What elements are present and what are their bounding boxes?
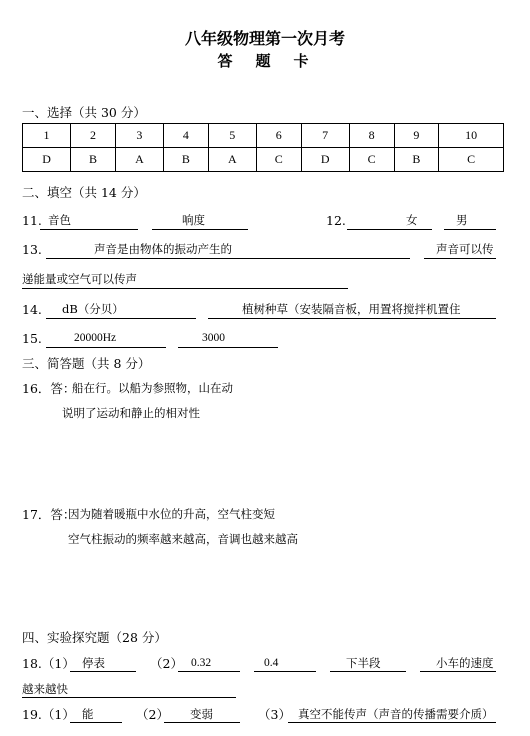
q11-answer-b: 响度 <box>182 213 205 227</box>
table-cell: 2 <box>71 124 116 148</box>
answer-underline <box>330 671 406 672</box>
q18-number: 18.（1） <box>22 656 75 671</box>
q11-number: 11. <box>22 213 42 228</box>
answer-underline <box>164 722 240 723</box>
q18-answer-d: 下半段 <box>346 656 381 670</box>
page-subtitle: 答 题 卡 <box>217 52 313 70</box>
q18-part2: （2） <box>150 656 183 671</box>
answer-underline <box>40 229 138 230</box>
answer-underline <box>208 318 496 319</box>
q12-number: 12. <box>326 213 346 228</box>
table-cell: C <box>349 148 394 172</box>
q18-answer-b: 0.32 <box>191 657 212 669</box>
answer-underline <box>46 318 196 319</box>
table-cell: C <box>439 148 504 172</box>
section2-heading: 二、填空（共 14 分） <box>22 185 146 200</box>
answer-underline <box>70 722 122 723</box>
q19-number: 19.（1） <box>22 707 75 722</box>
q19-answer-b: 变弱 <box>190 707 213 721</box>
answer-underline <box>420 671 496 672</box>
answer-underline <box>178 347 278 348</box>
answer-underline <box>178 671 240 672</box>
table-row-answers <box>23 148 504 172</box>
table-cell: 9 <box>394 124 439 148</box>
answer-underline <box>152 229 248 230</box>
q13-answer-c: 递能量或空气可以传声 <box>22 272 137 286</box>
table-cell: 4 <box>163 124 208 148</box>
table-cell: D <box>301 148 349 172</box>
q17-line1: 因为随着暖瓶中水位的升高，空气柱变短 <box>68 507 275 521</box>
table-row-numbers <box>23 124 504 148</box>
q12-answer-b: 男 <box>456 213 468 227</box>
table-cell: B <box>71 148 116 172</box>
table-cell: 1 <box>23 124 71 148</box>
q16-line1: 船在行。以船为参照物，山在动 <box>72 381 233 395</box>
table-cell: 8 <box>349 124 394 148</box>
q14-number: 14. <box>22 302 42 317</box>
answer-underline <box>444 229 496 230</box>
section4-heading: 四、实验探究题（28 分） <box>22 630 167 645</box>
q13-answer-a: 声音是由物体的振动产生的 <box>94 242 232 256</box>
q15-number: 15. <box>22 331 42 346</box>
table-cell: B <box>163 148 208 172</box>
answer-underline <box>424 258 496 259</box>
answer-underline <box>22 697 236 698</box>
q17-label: 17．答： <box>22 507 76 522</box>
q18-answer-c: 0.4 <box>264 657 279 669</box>
answer-underline <box>288 722 496 723</box>
q19-part2: （2） <box>136 707 169 722</box>
answer-underline <box>254 671 316 672</box>
section1-heading: 一、选择（共 30 分） <box>22 105 146 120</box>
q12-answer-a: 女 <box>406 213 418 227</box>
q18-answer-a: 停表 <box>82 656 105 670</box>
q18-answer-e: 小车的速度 <box>436 656 494 670</box>
table-cell: C <box>256 148 301 172</box>
q15-answer-a: 20000Hz <box>74 332 117 344</box>
q15-answer-b: 3000 <box>202 332 225 344</box>
page-title: 八年级物理第一次月考 <box>184 29 345 48</box>
choice-answer-table <box>22 123 504 172</box>
table-cell: 10 <box>439 124 504 148</box>
table-cell: A <box>208 148 256 172</box>
answer-underline <box>70 671 136 672</box>
table-cell: 5 <box>208 124 256 148</box>
q11-answer-a: 音色 <box>48 213 71 227</box>
table-cell: 7 <box>301 124 349 148</box>
table-cell: A <box>115 148 163 172</box>
answer-underline <box>46 258 410 259</box>
q16-label: 16．答： <box>22 381 76 396</box>
q17-line2: 空气柱振动的频率越来越高，音调也越来越高 <box>68 532 298 546</box>
q19-answer-c: 真空不能传声（声音的传播需要介质） <box>298 707 494 721</box>
table-cell: 6 <box>256 124 301 148</box>
q19-answer-a: 能 <box>82 707 94 721</box>
section3-heading: 三、简答题（共 8 分） <box>22 356 151 371</box>
q18-answer-f: 越来越快 <box>22 682 68 696</box>
answer-underline <box>22 288 348 289</box>
answer-underline <box>46 347 166 348</box>
answer-underline <box>347 229 432 230</box>
q13-answer-b: 声音可以传 <box>436 242 494 256</box>
q13-number: 13. <box>22 242 42 257</box>
q19-part3: （3） <box>258 707 291 722</box>
table-cell: 3 <box>115 124 163 148</box>
table-cell: B <box>394 148 439 172</box>
q16-line2: 说明了运动和静止的相对性 <box>62 406 200 420</box>
table-cell: D <box>23 148 71 172</box>
q14-answer-a: dB（分贝） <box>62 302 124 316</box>
q14-answer-b: 植树种草（安装隔音板，用置将搅拌机置住 <box>242 302 461 316</box>
